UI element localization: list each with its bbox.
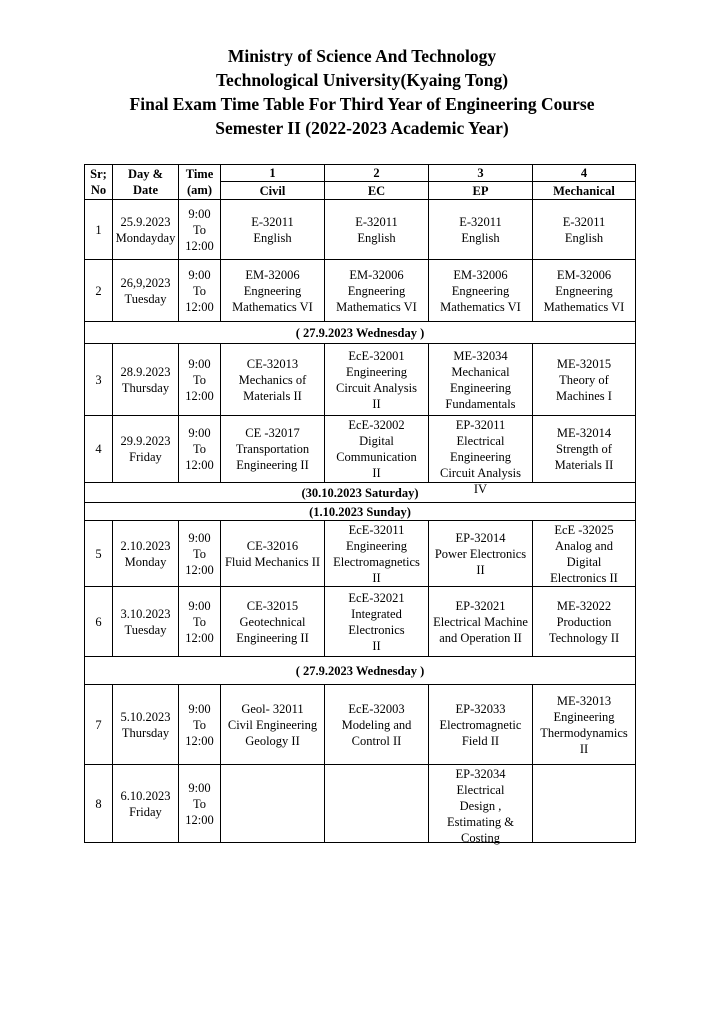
subject-cell bbox=[429, 521, 533, 587]
subject-cell-line: Engneering bbox=[451, 283, 510, 298]
subject-cell bbox=[325, 416, 429, 483]
subject-cell bbox=[533, 765, 636, 843]
subject-cell-line: Costing bbox=[461, 830, 500, 845]
exam-time-line: To bbox=[192, 546, 206, 561]
exam-date-line: 6.10.2023 bbox=[120, 788, 171, 803]
subject-cell bbox=[221, 521, 325, 587]
subject-cell-line: EP-32014 bbox=[455, 530, 506, 545]
exam-date-line: 2.10.2023 bbox=[120, 538, 171, 553]
header-day-date: Day & Date bbox=[113, 165, 179, 200]
exam-date-line: 28.9.2023 bbox=[120, 364, 171, 379]
exam-date-line: 5.10.2023 bbox=[120, 709, 171, 724]
exam-time-line: 9:00 bbox=[188, 598, 211, 613]
subject-cell-line: Electronics II bbox=[550, 570, 618, 585]
subject-cell bbox=[429, 765, 533, 843]
subject-cell-line: Circuit Analysis bbox=[440, 465, 521, 480]
serial-number: 6 bbox=[85, 587, 113, 657]
title-line: Technological University(Kyaing Tong) bbox=[215, 70, 509, 90]
subject-cell-line: EcE -32025 bbox=[554, 522, 614, 537]
subject-cell-line: ME-32015 bbox=[556, 356, 612, 371]
subject-cell-line: Mathematics VI bbox=[543, 299, 625, 314]
subject-cell bbox=[325, 521, 429, 587]
exam-date bbox=[113, 521, 179, 587]
subject-cell-line: IV bbox=[473, 481, 488, 496]
exam-time-line: To bbox=[192, 717, 206, 732]
subject-cell-line: II bbox=[372, 638, 381, 653]
subject-cell-line: Fluid Mechanics II bbox=[224, 554, 321, 569]
exam-time-line: 12:00 bbox=[185, 733, 214, 748]
subject-cell bbox=[221, 344, 325, 416]
exam-date bbox=[113, 765, 179, 843]
exam-time-line: To bbox=[192, 372, 206, 387]
subject-cell-line: EP-32011 bbox=[455, 417, 506, 432]
subject-cell bbox=[325, 765, 429, 843]
subject-cell-line: EP-32021 bbox=[455, 598, 506, 613]
exam-time-line: To bbox=[192, 222, 206, 237]
serial-number: 3 bbox=[85, 344, 113, 416]
subject-cell-line: CE-32013 bbox=[246, 356, 299, 371]
subject-cell bbox=[533, 344, 636, 416]
exam-date-line: Monday bbox=[124, 554, 167, 569]
header-col-number: 4 bbox=[533, 165, 636, 182]
exam-date-line: Mondayday bbox=[115, 230, 176, 245]
subject-cell-line: Mechanical bbox=[451, 364, 510, 379]
subject-cell-line: E-32011 bbox=[251, 214, 294, 229]
subject-cell bbox=[325, 200, 429, 260]
exam-timetable bbox=[84, 164, 636, 843]
no-exam-day-row bbox=[85, 503, 636, 521]
header-col-name: Mechanical bbox=[533, 182, 636, 200]
subject-cell bbox=[429, 260, 533, 322]
subject-cell-line: Design , bbox=[459, 798, 502, 813]
exam-time-line: 9:00 bbox=[188, 267, 211, 282]
subject-cell-line: Digital bbox=[359, 434, 394, 448]
subject-cell bbox=[221, 587, 325, 657]
subject-cell-line: II bbox=[372, 396, 381, 411]
subject-cell-line: Geol- 32011 bbox=[241, 701, 304, 716]
exam-date-line: Thursday bbox=[121, 725, 170, 740]
subject-cell bbox=[221, 765, 325, 843]
exam-time bbox=[179, 344, 221, 416]
subject-cell bbox=[533, 200, 636, 260]
subject-cell-line: EcE-32001 bbox=[348, 348, 405, 363]
subject-cell-line: Materials II bbox=[243, 388, 302, 403]
subject-cell-line: Control II bbox=[351, 733, 402, 748]
header-col-number: 2 bbox=[325, 165, 429, 182]
exam-time-line: To bbox=[192, 796, 206, 811]
serial-number: 7 bbox=[85, 685, 113, 765]
exam-date-line: Tuesday bbox=[124, 291, 167, 306]
subject-cell-line: Analog and bbox=[555, 538, 613, 553]
subject-cell-line: Modeling and bbox=[341, 717, 412, 732]
subject-cell-line: E-32011 bbox=[355, 214, 398, 229]
exam-row bbox=[85, 416, 636, 483]
exam-time bbox=[179, 521, 221, 587]
exam-row bbox=[85, 260, 636, 322]
exam-date-line: Friday bbox=[129, 804, 162, 819]
subject-cell-line: EM-32006 bbox=[556, 267, 612, 282]
subject-cell-line: Civil Engineering bbox=[227, 717, 318, 732]
subject-cell-line: Transportation bbox=[235, 442, 310, 456]
subject-cell-line: Production bbox=[556, 614, 612, 629]
subject-cell-line: Engineering II bbox=[236, 458, 309, 472]
subject-cell-line: EcE-32011 bbox=[348, 522, 405, 537]
header-number-row bbox=[85, 165, 636, 182]
subject-cell-line: Communication bbox=[336, 450, 417, 464]
subject-cell-line: EcE-32003 bbox=[348, 701, 405, 716]
exam-time-line: 9:00 bbox=[188, 206, 211, 221]
subject-cell-line: EM-32006 bbox=[245, 267, 300, 282]
subject-cell-line: Power Electronics bbox=[434, 546, 527, 561]
header-sr: Sr; No bbox=[85, 165, 113, 200]
exam-time bbox=[179, 200, 221, 260]
exam-time-line: 12:00 bbox=[185, 238, 214, 253]
subject-cell-line: EP-32034 bbox=[455, 766, 506, 781]
subject-cell-line: Thermodynamics bbox=[540, 725, 628, 740]
exam-time-line: 12:00 bbox=[185, 562, 214, 577]
subject-cell-line: Strength of bbox=[556, 442, 612, 456]
subject-cell-line: Engneering bbox=[347, 283, 406, 298]
subject-cell-line: and Operation II bbox=[439, 630, 522, 645]
subject-cell-line: Electromagnetics bbox=[333, 554, 420, 569]
subject-cell-line: II bbox=[372, 466, 381, 480]
subject-cell-line: EM-32006 bbox=[349, 267, 404, 282]
subject-cell-line: Digital bbox=[566, 554, 602, 569]
subject-cell bbox=[221, 200, 325, 260]
exam-time bbox=[179, 416, 221, 483]
exam-time-line: 12:00 bbox=[185, 812, 214, 827]
exam-date-line: 25.9.2023 bbox=[120, 214, 171, 229]
timetable-body bbox=[85, 200, 636, 843]
subject-cell bbox=[429, 416, 533, 496]
exam-time-line: 9:00 bbox=[188, 530, 211, 545]
subject-cell-line: EP-32033 bbox=[455, 701, 506, 716]
subject-cell-line: E-32011 bbox=[459, 214, 502, 229]
subject-cell-line: English bbox=[564, 230, 604, 245]
subject-cell bbox=[533, 587, 636, 657]
no-exam-day-label: (30.10.2023 Saturday) bbox=[85, 483, 636, 503]
subject-cell-line: Fundamentals bbox=[445, 396, 516, 411]
subject-cell-line: Mathematics VI bbox=[440, 299, 521, 314]
exam-time-line: 12:00 bbox=[185, 388, 214, 403]
subject-cell bbox=[533, 260, 636, 322]
subject-cell-line: Geology II bbox=[245, 733, 300, 748]
subject-cell-line: EcE-32002 bbox=[348, 418, 405, 432]
subject-cell bbox=[429, 587, 533, 657]
exam-row bbox=[85, 587, 636, 657]
exam-time bbox=[179, 260, 221, 322]
header-col-name: EP bbox=[429, 182, 533, 200]
subject-cell bbox=[533, 416, 636, 483]
subject-cell bbox=[221, 260, 325, 322]
exam-row bbox=[85, 521, 636, 587]
subject-cell-line: English bbox=[357, 230, 396, 245]
header-col-name: Civil bbox=[221, 182, 325, 200]
exam-time-line: 12:00 bbox=[185, 458, 214, 472]
subject-cell-line: II bbox=[372, 570, 381, 585]
subject-cell bbox=[533, 685, 636, 765]
subject-cell-line: Geotechnical bbox=[239, 614, 306, 629]
serial-number: 5 bbox=[85, 521, 113, 587]
serial-number: 8 bbox=[85, 765, 113, 843]
subject-cell bbox=[221, 685, 325, 765]
subject-cell-line: Mathematics VI bbox=[232, 299, 313, 314]
exam-date-line: 29.9.2023 bbox=[120, 434, 171, 448]
exam-time-line: 9:00 bbox=[188, 426, 211, 440]
subject-cell-line: Mathematics VI bbox=[336, 299, 417, 314]
exam-time bbox=[179, 765, 221, 843]
subject-cell-line: II bbox=[579, 741, 589, 756]
subject-cell bbox=[325, 587, 429, 657]
subject-cell-line: Electrical Machine bbox=[433, 614, 528, 629]
subject-cell bbox=[325, 260, 429, 322]
title-line: Ministry of Science And Technology bbox=[227, 46, 497, 66]
subject-cell-line: ME-32022 bbox=[556, 598, 612, 613]
no-exam-day-row bbox=[85, 657, 636, 685]
subject-cell-line: Engneering bbox=[243, 283, 302, 298]
subject-cell bbox=[429, 200, 533, 260]
exam-row bbox=[85, 685, 636, 765]
exam-row bbox=[85, 200, 636, 260]
exam-date-line: Friday bbox=[129, 450, 162, 464]
exam-time-line: 12:00 bbox=[185, 299, 214, 314]
subject-cell-line: EcE-32021 bbox=[348, 590, 405, 605]
exam-time bbox=[179, 685, 221, 765]
no-exam-day-label: (1.10.2023 Sunday) bbox=[85, 503, 636, 521]
exam-time-line: To bbox=[192, 283, 206, 298]
exam-time-line: 9:00 bbox=[188, 356, 211, 371]
subject-cell-line: Engneering bbox=[555, 283, 613, 298]
subject-cell bbox=[429, 344, 533, 416]
subject-cell-line: Circuit Analysis bbox=[336, 380, 417, 395]
subject-cell-line: Theory of bbox=[559, 372, 609, 387]
subject-cell bbox=[325, 685, 429, 765]
subject-cell bbox=[221, 416, 325, 483]
subject-cell-line: Field II bbox=[461, 733, 500, 748]
exam-time-line: To bbox=[192, 614, 206, 629]
serial-number: 4 bbox=[85, 416, 113, 483]
exam-date bbox=[113, 200, 179, 260]
header-col-number: 3 bbox=[429, 165, 533, 182]
exam-date bbox=[113, 260, 179, 322]
subject-cell-line: Technology II bbox=[548, 630, 620, 645]
subject-cell-line: Engineering bbox=[449, 380, 512, 395]
subject-cell-line: Integrated bbox=[351, 606, 402, 621]
subject-cell-line: Electrical bbox=[456, 782, 505, 797]
subject-cell-line: EM-32006 bbox=[453, 267, 508, 282]
no-exam-day-label: ( 27.9.2023 Wednesday ) bbox=[85, 322, 636, 344]
subject-cell-line: Engineering II bbox=[236, 630, 309, 645]
subject-cell-line: Mechanics of bbox=[238, 372, 307, 387]
subject-cell-line: Engineering bbox=[553, 709, 615, 724]
no-exam-day-row bbox=[85, 322, 636, 344]
exam-date bbox=[113, 685, 179, 765]
subject-cell-line: CE-32016 bbox=[246, 538, 299, 553]
exam-date-line: 26,9,2023 bbox=[120, 275, 171, 290]
subject-cell-line: ME-32013 bbox=[556, 693, 612, 708]
subject-cell-line: Electromagnetic bbox=[439, 717, 522, 732]
document-title bbox=[0, 44, 724, 140]
subject-cell-line: English bbox=[461, 230, 500, 245]
subject-cell-line: Estimating & bbox=[446, 814, 514, 829]
subject-cell-line: ME-32014 bbox=[556, 426, 612, 440]
serial-number: 2 bbox=[85, 260, 113, 322]
exam-time bbox=[179, 587, 221, 657]
subject-cell-line: Engineering bbox=[449, 449, 512, 464]
exam-date-line: Thursday bbox=[121, 380, 170, 395]
subject-cell-line: Engineering bbox=[345, 364, 408, 379]
subject-cell-line: ME-32034 bbox=[453, 348, 508, 363]
header-col-name: EC bbox=[325, 182, 429, 200]
title-line: Final Exam Time Table For Third Year of Engineering Course bbox=[129, 94, 595, 114]
subject-cell bbox=[533, 521, 636, 587]
exam-time-line: 12:00 bbox=[185, 630, 214, 645]
subject-cell-line: Materials II bbox=[554, 458, 614, 472]
exam-date-line: 3.10.2023 bbox=[120, 606, 171, 621]
serial-number: 1 bbox=[85, 200, 113, 260]
header-time: Time (am) bbox=[179, 165, 221, 200]
exam-time-line: 9:00 bbox=[188, 780, 211, 795]
no-exam-day-row bbox=[85, 483, 636, 503]
exam-date bbox=[113, 344, 179, 416]
exam-time-line: To bbox=[192, 442, 206, 456]
subject-cell-line: Engineering bbox=[345, 538, 408, 553]
subject-cell-line: Electrical bbox=[456, 433, 505, 448]
subject-cell-line: II bbox=[476, 562, 485, 577]
exam-date-line: Tuesday bbox=[124, 622, 167, 637]
subject-cell-line: Machines I bbox=[556, 388, 612, 403]
subject-cell-line: English bbox=[253, 230, 292, 245]
header-col-number: 1 bbox=[221, 165, 325, 182]
exam-row bbox=[85, 765, 636, 843]
subject-cell bbox=[325, 344, 429, 416]
subject-cell bbox=[429, 685, 533, 765]
exam-row bbox=[85, 344, 636, 416]
exam-time-line: 9:00 bbox=[188, 701, 211, 716]
no-exam-day-label: ( 27.9.2023 Wednesday ) bbox=[85, 657, 636, 685]
exam-date bbox=[113, 587, 179, 657]
title-line: Semester II (2022-2023 Academic Year) bbox=[215, 118, 509, 138]
subject-cell-line: E-32011 bbox=[562, 214, 606, 229]
subject-cell-line: CE -32017 bbox=[245, 426, 300, 440]
subject-cell-line: Electronics bbox=[348, 622, 405, 637]
exam-date bbox=[113, 416, 179, 483]
subject-cell-line: CE-32015 bbox=[246, 598, 299, 613]
